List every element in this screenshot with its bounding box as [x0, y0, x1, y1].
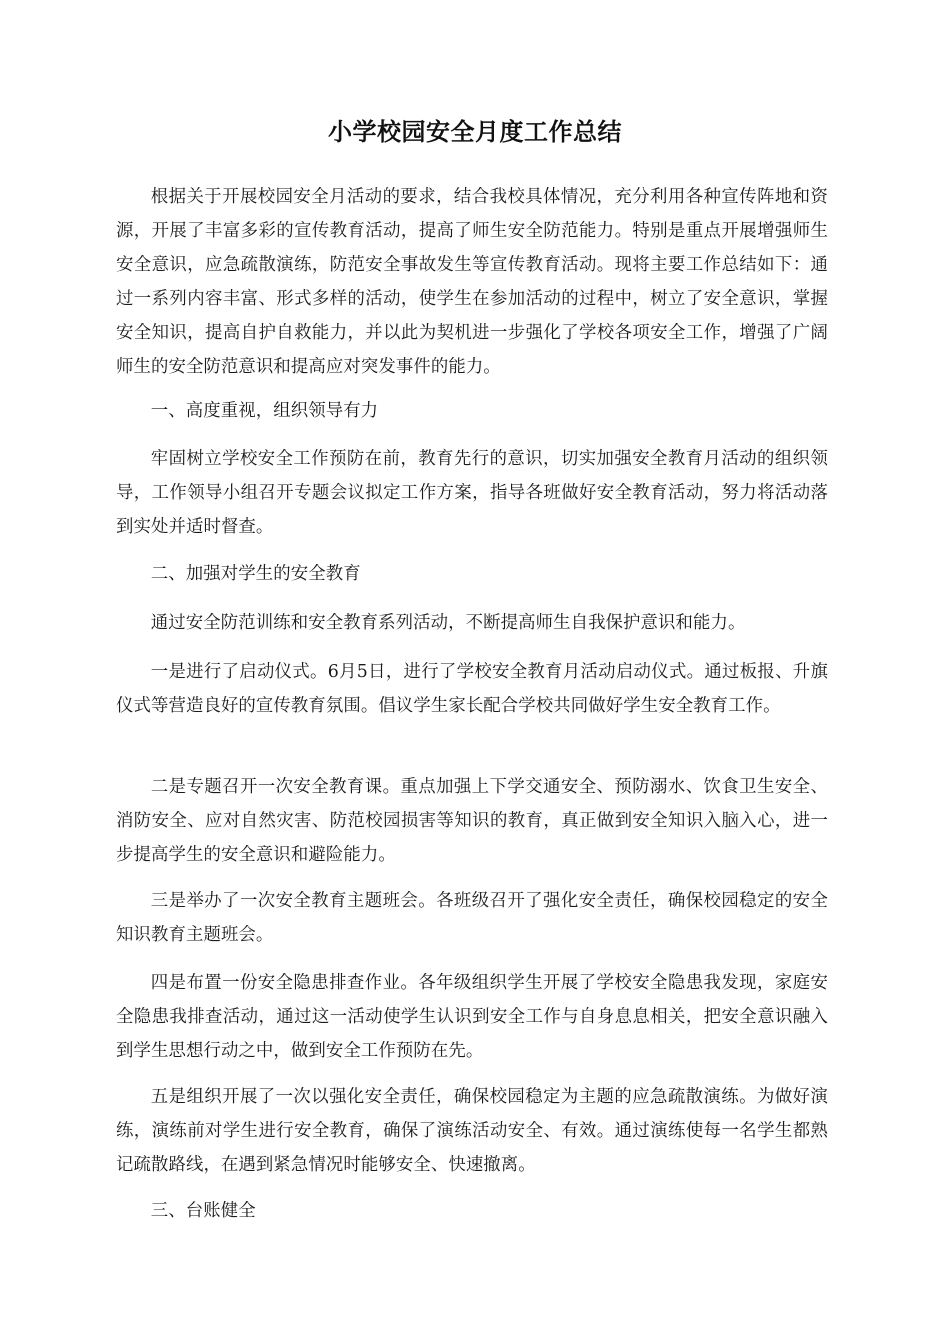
section-heading-3: 三、台账健全: [150, 1201, 256, 1221]
section-heading-2: 二、加强对学生的安全教育: [150, 564, 361, 584]
paragraph-item-1: 一是进行了启动仪式。6月5日，进行了学校安全教育月活动启动仪式。通过板报、升旗仪式等营造良好的宣传教育氛围。倡议学生家长配合学校共同做好学生安全教育工作。: [116, 662, 828, 716]
paragraph-section-2-intro: 通过安全防范训练和安全教育系列活动，不断提高师生自我保护意识和能力。: [150, 613, 746, 633]
paragraph-item-5: 五是组织开展了一次以强化安全责任，确保校园稳定为主题的应急疏散演练。为做好演练，演练前对学生进行安全教育，确保了演练活动安全、有效。通过演练使每一名学生都熟记疏散路线，在遇到紧急情况时能够安全、快速撤离。: [116, 1087, 828, 1175]
paragraph-item-2: 二是专题召开一次安全教育课。重点加强上下学交通安全、预防溺水、饮食卫生安全、消防安全、应对自然灾害、防范校园损害等知识的教育，真正做到安全知识入脑入心，进一步提高学生的安全意识和避险能力。: [116, 777, 828, 865]
section-heading-1: 一、高度重视，组织领导有力: [150, 401, 379, 421]
paragraph-intro: 根据关于开展校园安全月活动的要求，结合我校具体情况，充分利用各种宣传阵地和资源，开展了丰富多彩的宣传教育活动，提高了师生安全防范能力。特别是重点开展增强师生安全意识，应急疏散演练，防范安全事故发生等宣传教育活动。现将主要工作总结如下：通过一系列内容丰富、形式多样的活动，使学生在参加活动的过程中，树立了安全意识，掌握安全知识，提高自护自救能力，并以此为契机进一步强化了学校各项安全工作，增强了广阔师生的安全防范意识和提高应对突发事件的能力。: [116, 187, 828, 377]
document-title: 小学校园安全月度工作总结: [328, 118, 622, 146]
paragraph-section-1: 牢固树立学校安全工作预防在前，教育先行的意识，切实加强安全教育月活动的组织领导，工作领导小组召开专题会议拟定工作方案，指导各班做好安全教育活动，努力将活动落到实处并适时督查。: [116, 449, 828, 537]
paragraph-item-3: 三是举办了一次安全教育主题班会。各班级召开了强化安全责任，确保校园稳定的安全知识教育主题班会。: [116, 891, 828, 945]
paragraph-item-4: 四是布置一份安全隐患排查作业。各年级组织学生开展了学校安全隐患我发现，家庭安全隐患我排查活动，通过这一活动使学生认识到安全工作与自身息息相关，把安全意识融入到学生思想行动之中，做到安全工作预防在先。: [116, 973, 828, 1061]
